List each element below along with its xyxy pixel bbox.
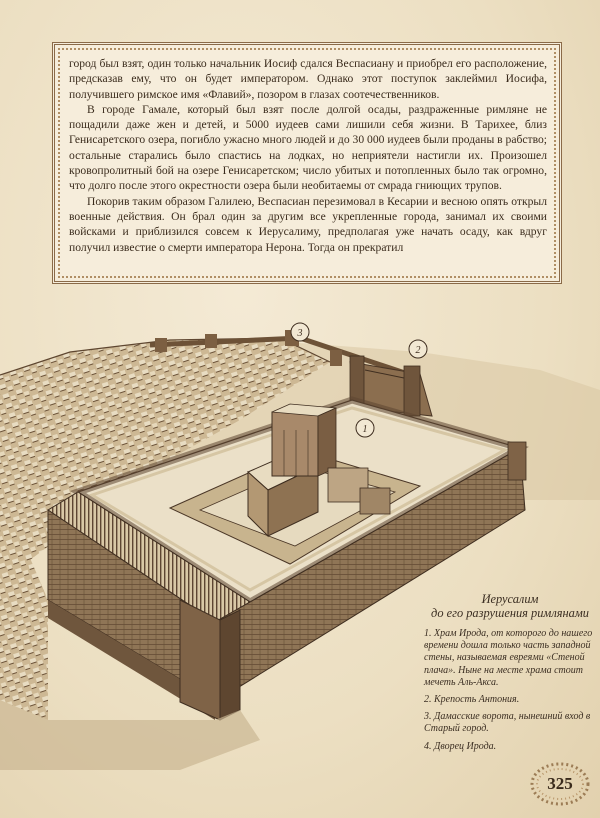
marker-2 (409, 340, 427, 358)
svg-text:2: 2 (415, 345, 421, 356)
paragraph-2: В городе Гамале, который был взят после долгой осады, раздраженные римляне не пощадили даже жен и детей, и 5000 иудеев сами лишили себя жизни. В Тарихее, близ Генисаретского озера, погибло ужасно много людей и до 30 000 иудеев были проданы в рабство; остальные старались было спастись на лодках, но неприятели настигли их. Произошел кровопролитный бой на озере Генисаретском; число убитых и потопленных было так огромно, что долго после этого окрестности озера были необитаемы от смрада гниющих трупов. (69, 102, 547, 193)
marker-1 (356, 419, 374, 437)
svg-text:1: 1 (362, 424, 368, 435)
svg-text:3: 3 (297, 328, 303, 339)
caption-list (424, 628, 596, 753)
paragraph-3: Покорив таким образом Галилею, Веспасиан перезимовал в Кесарии и весною опять открыл военные действия. Он брал один за другим все укрепленные города, занимал их своими войсками и приблизился совсем к Иерусалиму, предполагая уже начать осаду, как вдруг получил известие о смерти императора Нерона. Тогда он прекратил (69, 194, 547, 254)
illustration-caption (424, 592, 596, 758)
caption-title (424, 592, 596, 620)
caption-title-line-1: Иерусалим (481, 592, 539, 606)
caption-item: 2. Крепость Антония. (424, 694, 520, 706)
marker-3 (291, 323, 309, 341)
body-text (69, 56, 547, 255)
caption-item: 1. Храм Ирода, от которого до нашего времени дошла только часть западной стены, называемая евреями «Стеной плача». Ныне на месте храма стоит мечеть Аль-Акса. (424, 628, 593, 688)
text-frame (52, 42, 562, 284)
caption-title-line-2: до его разрушения римлянами (431, 606, 589, 620)
page-number: 325 (547, 774, 573, 793)
caption-item: 4. Дворец Ирода. (424, 740, 497, 752)
caption-item: 3. Дамасские ворота, нынешний вход в Старый город. (424, 711, 591, 735)
paragraph-1: город был взят, один только начальник Иосиф сдался Веспасиану и приобрел его расположение, предсказав ему, что он будет императором. Однако этот поступок заклеймил Иосифа, получившего римское имя «Флавий», позором в глазах соотечественников. (69, 57, 547, 101)
